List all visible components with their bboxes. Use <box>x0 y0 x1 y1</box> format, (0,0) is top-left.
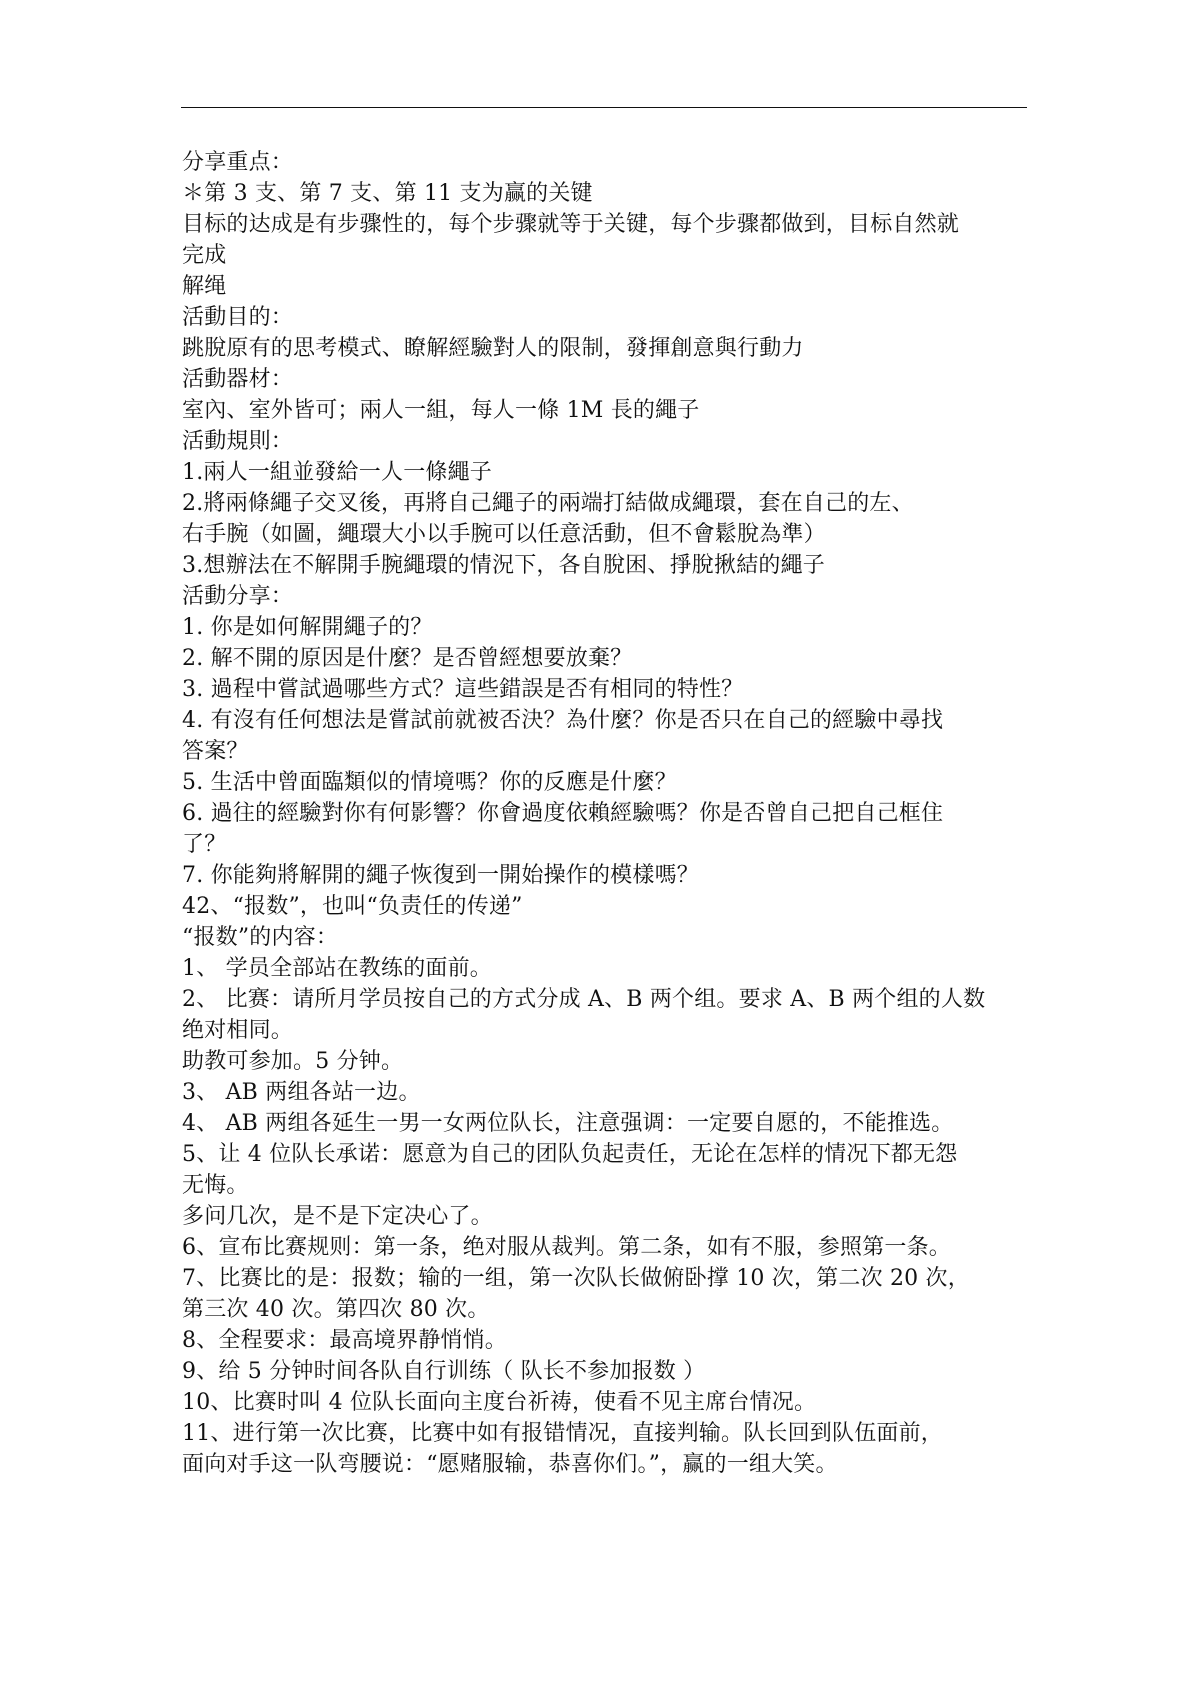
question-item: 4. 有沒有任何想法是嘗試前就被否決？為什麼？你是否只在自己的經驗中尋找 <box>182 708 944 733</box>
step-item: 10、比赛时叫 4 位队长面向主度台祈祷，使看不见主席台情况。 <box>182 1390 817 1415</box>
question-item: 1. 你是如何解開繩子的？ <box>182 615 433 640</box>
step-item: 4、 AB 两组各延生一男一女两位队长，注意强调：一定要自愿的，不能推选。 <box>182 1111 954 1136</box>
step-item: 6、宣布比赛规则：第一条，绝对服从裁判。第二条，如有不服，参照第一条。 <box>182 1235 951 1260</box>
step-item: 面向对手这一队弯腰说：“愿赌服输，恭喜你们。”，赢的一组大笑。 <box>182 1452 838 1477</box>
step-item: 1、 学员全部站在教练的面前。 <box>182 956 492 981</box>
rule-item: 2.將兩條繩子交叉後，再將自己繩子的兩端打結做成繩環，套在自己的左、 <box>182 491 914 516</box>
question-item: 6. 過往的經驗對你有何影響？你會過度依賴經驗嗎？你是否曾自己把自己框住 <box>182 801 944 826</box>
step-item: 9、给 5 分钟时间各队自行训练（ 队长不参加报数 ） <box>182 1359 706 1384</box>
question-item: 3. 過程中嘗試過哪些方式？這些錯誤是否有相同的特性？ <box>182 677 744 702</box>
section-heading: 活動分享： <box>182 584 294 609</box>
rule-item: 右手腕（如圖，繩環大小以手腕可以任意活動，但不會鬆脫為準） <box>182 522 826 547</box>
text-line: 跳脫原有的思考模式、瞭解經驗對人的限制，發揮創意與行動力 <box>182 336 804 361</box>
step-item: 5、让 4 位队长承诺：愿意为自己的团队负起责任，无论在怎样的情况下都无怨 <box>182 1142 958 1167</box>
section-heading: 活動器材： <box>182 367 294 392</box>
text-line: 室內、室外皆可；兩人一組，每人一條 1M 長的繩子 <box>182 398 700 423</box>
section-heading: 活動目的： <box>182 305 294 330</box>
rule-item: 1.兩人一組並發給一人一條繩子 <box>182 460 492 485</box>
step-item: 助教可参加。5 分钟。 <box>182 1049 404 1074</box>
step-item: 无悔。 <box>182 1173 249 1198</box>
text-line: 完成 <box>182 243 227 268</box>
rule-item: 3.想辦法在不解開手腕繩環的情況下，各自脫困、掙脫揪結的繩子 <box>182 553 825 578</box>
activity-title: 解绳 <box>182 274 227 299</box>
question-item: 答案？ <box>182 739 249 764</box>
activity-title: 42、“报数”，也叫“负责任的传递” <box>182 894 523 919</box>
step-item: 多问几次，是不是下定决心了。 <box>182 1204 493 1229</box>
question-item: 5. 生活中曾面臨類似的情境嗎？你的反應是什麼？ <box>182 770 677 795</box>
step-item: 2、 比赛：请所月学员按自己的方式分成 A、B 两个组。要求 A、B 两个组的人数 <box>182 987 986 1012</box>
step-item: 11、进行第一次比赛，比赛中如有报错情况，直接判输。队长回到队伍面前， <box>182 1421 943 1446</box>
step-item: 8、全程要求：最高境界静悄悄。 <box>182 1328 507 1353</box>
document-body <box>182 147 1028 1480</box>
question-item: 2. 解不開的原因是什麼？是否曾經想要放棄？ <box>182 646 633 671</box>
step-item: 第三次 40 次。第四次 80 次。 <box>182 1297 490 1322</box>
question-item: 了？ <box>182 832 227 857</box>
header-rule <box>181 107 1027 108</box>
text-line: 目标的达成是有步骤性的，每个步骤就等于关键，每个步骤都做到，目标自然就 <box>182 212 960 237</box>
section-heading: 活動規則： <box>182 429 294 454</box>
text-line: ＊第 3 支、第 7 支、第 11 支为赢的关键 <box>182 181 593 206</box>
question-item: 7. 你能夠將解開的繩子恢復到一開始操作的模樣嗎？ <box>182 863 699 888</box>
step-item: 7、比赛比的是：报数；输的一组，第一次队长做俯卧撑 10 次，第二次 20 次， <box>182 1266 970 1291</box>
section-heading: “报数”的内容： <box>182 925 339 950</box>
step-item: 绝对相同。 <box>182 1018 294 1043</box>
step-item: 3、 AB 两组各站一边。 <box>182 1080 421 1105</box>
section-heading: 分享重点： <box>182 150 294 175</box>
